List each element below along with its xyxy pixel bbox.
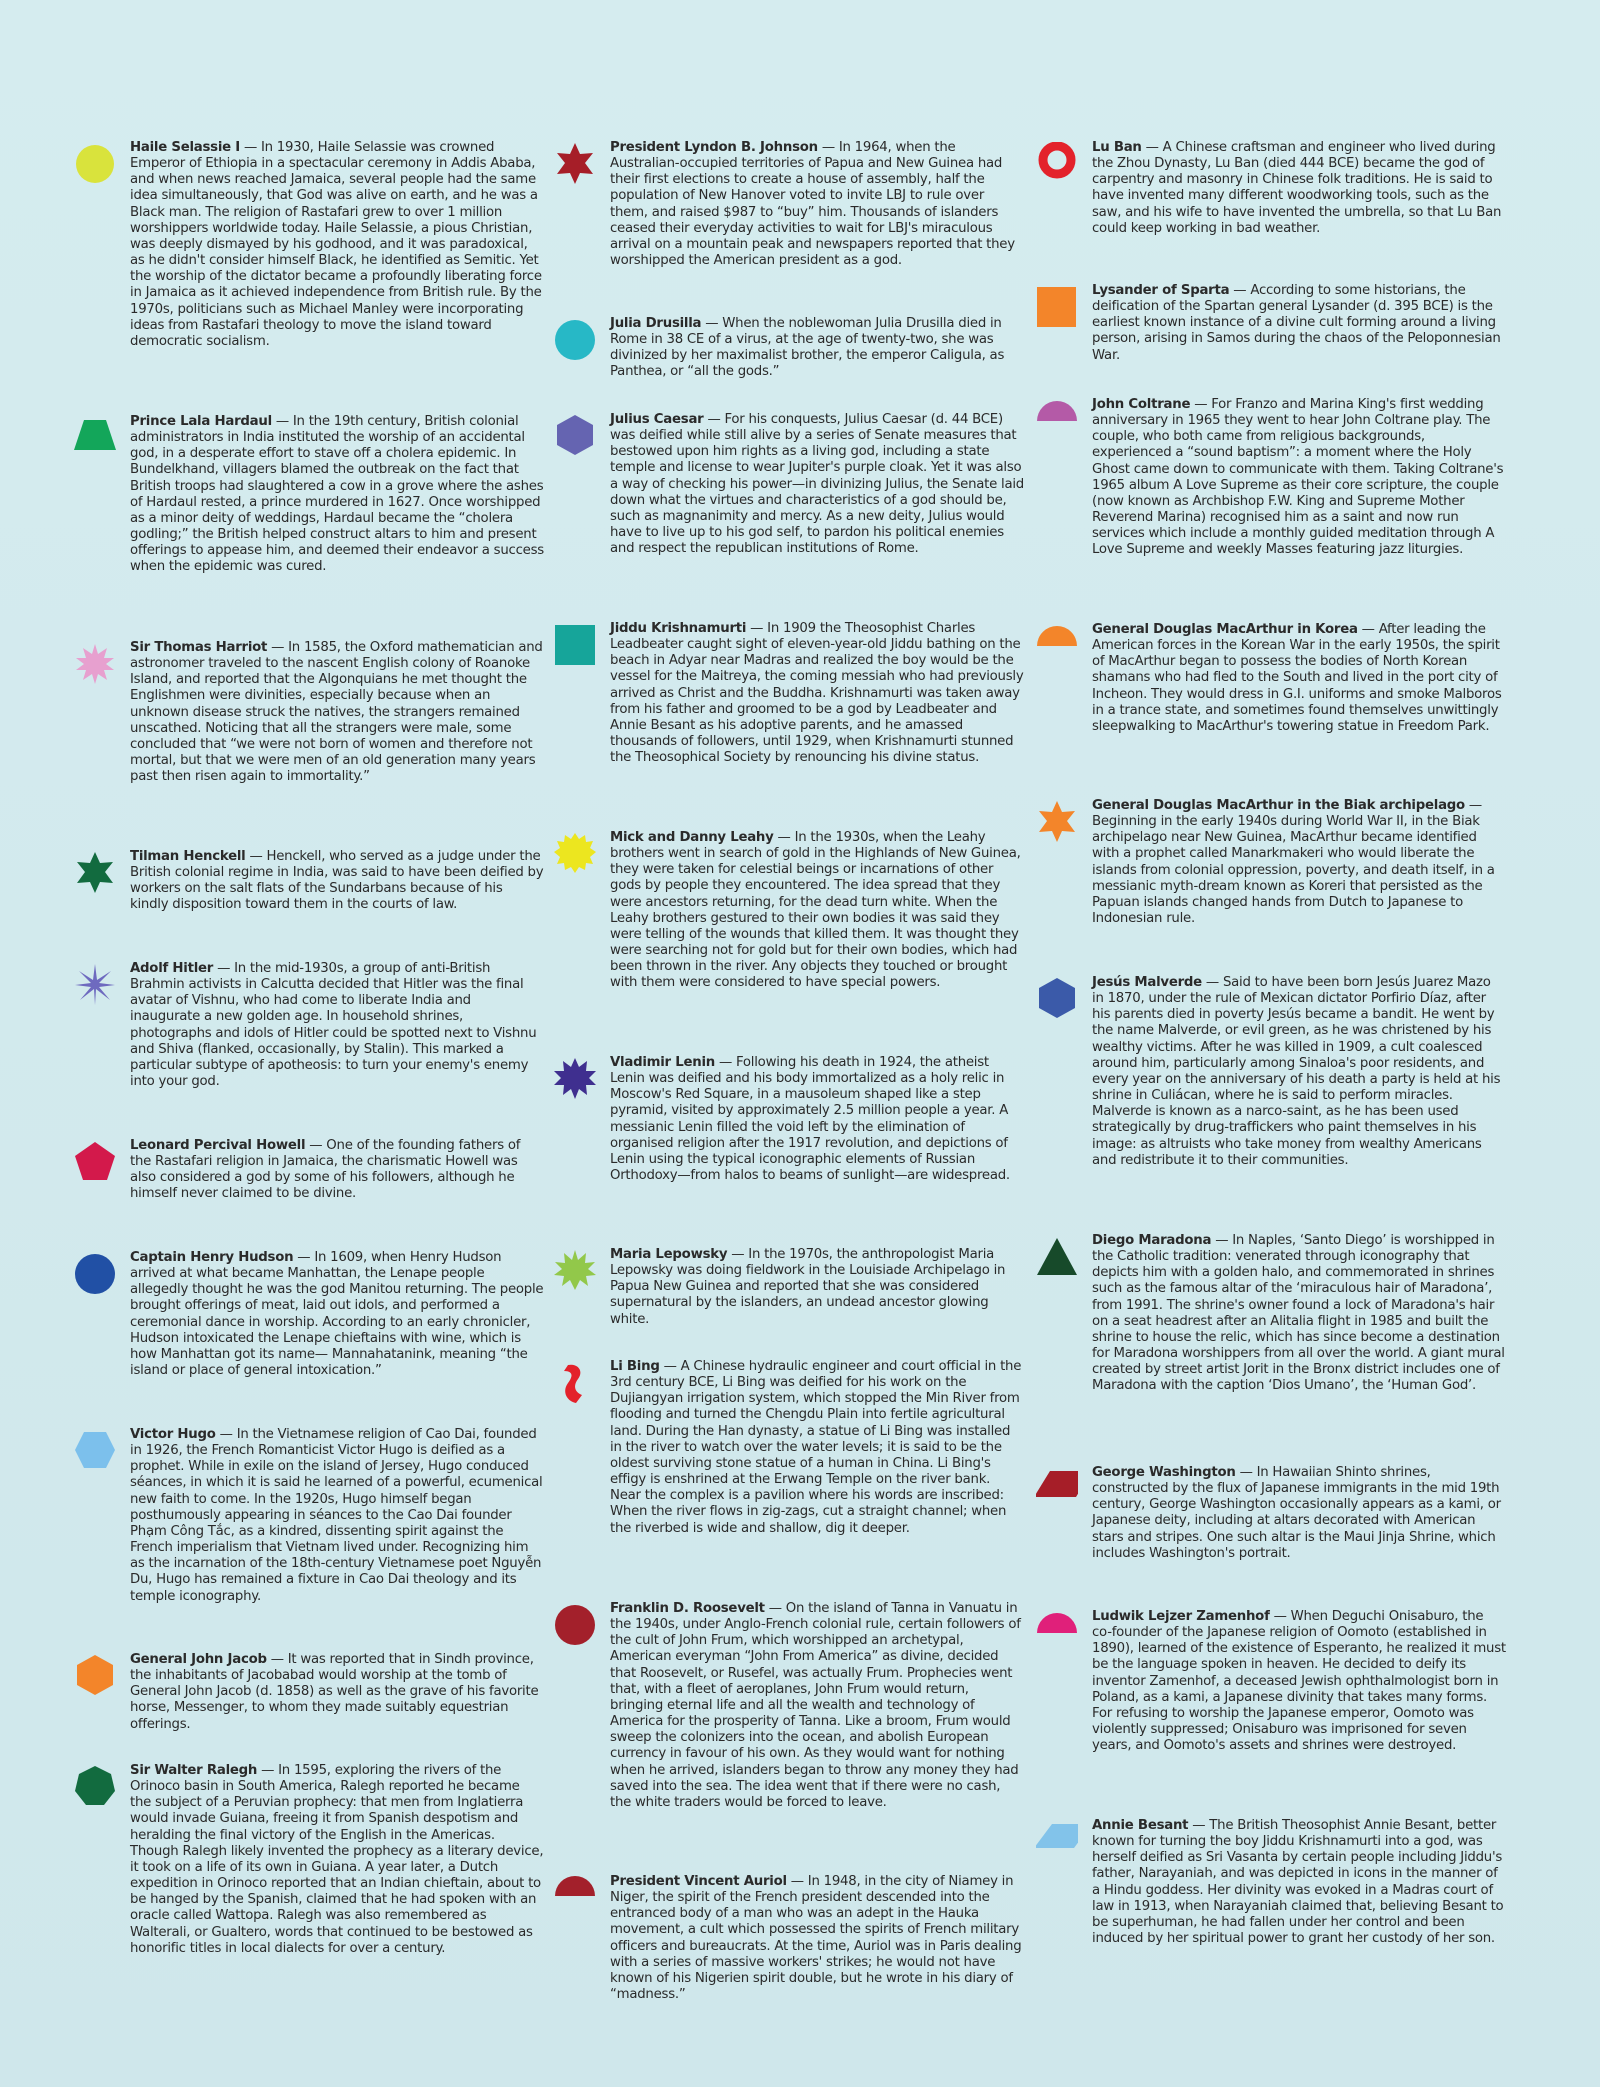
circle-icon — [554, 1603, 596, 1645]
ring-icon — [1036, 142, 1078, 184]
trapezoid-icon — [74, 416, 116, 458]
parallelogram-icon — [1036, 1467, 1078, 1509]
pentagon-icon — [74, 1429, 116, 1471]
entry-name: General Douglas MacArthur in the Biak archipelago — [1092, 798, 1465, 813]
entry-body: — When the noblewoman Julia Drusilla died in Rome in 38 CE of a virus, at the age of twenty-two, she was divinized by her maximalist brother, the emperor Caligula, as Panthea, or “all the gods.” — [610, 316, 1005, 380]
entry-body: — In the 19th century, British colonial administrators in India instituted the worship of an accidental god, in a desperate effort to stave off a cholera epidemic. In Bundelkhand, villagers blamed the outbreak on the fact that British troops had slaughtered a cow in a grove where the ashes of Hardaul rested, a prince murdered in 1627. Once worshipped as a minor deity of weddings, Hardaul became the “cholera godling;” the British helped construct altars to him and present offerings to appease him, and deemed their endeavor a success when the epidemic was cured. — [130, 414, 544, 575]
entry-body: — In Naples, ‘Santo Diego’ is worshipped in the Catholic tradition: venerated through iconography that depicts him with a golden halo, and commemorated in shrines such as the famous altar of the ‘miraculous hair of Maradona’, from 1991. The shrine's owner found a lock of Maradona's hair on a seat headrest after an Alitalia flight in 1985 and built the shrine to house the relic, which has since become a destination for Maradona worshippers from all over the world. A giant mural created by street artist Jorit in the Bronx district includes one of Maradona with the caption ‘Dios Umano’, the ‘Human God’. — [1092, 1233, 1505, 1394]
entry-body: — On the island of Tanna in Vanuatu in the 1940s, under Anglo-French colonial rule, certain followers of the cult of John Frum, which worshipped an archetypal, American everyman “John From America” as divine, decided that Roosevelt, or Rusefel, was actually Frum. Prophecies went that, with a fleet of aeroplanes, John Frum would return, bringing eternal life and all the wealth and technology of America for the prosperity of Tanna. Like a broom, Frum would sweep the colonizers into the ocean, and abolish European currency in favour of his own. As they would want for nothing when he arrived, islanders began to throw any money they had saved into the sea. The idea went that if there were no cash, the white traders would be forced to leave. — [610, 1601, 1021, 1810]
semicircle-icon — [1036, 1611, 1078, 1653]
s-curve-icon — [554, 1361, 596, 1403]
hexagon-icon — [74, 1654, 116, 1696]
circle-icon — [74, 1252, 116, 1294]
entry-body: — In 1609, when Henry Hudson arrived at what became Manhattan, the Lenape people allegedly thought he was the god Manitou returning. The people brought offerings of meat, laid out idols, and performed a ceremonial dance in worship. According to an early chronicler, Hudson intoxicated the Lenape chieftains with wine, which is how Manhattan got its name— Mannahatanink, meaning “the island or place of general intoxication.” — [130, 1250, 544, 1379]
entry-body: — When Deguchi Onisaburo, the co-founder of the Japanese religion of Oomoto (established in 1890), learned of the existence of Esperanto, he realized it must be the language spoken in heaven. He decided to deify its inventor Zamenhof, a deceased Jewish ophthalmologist born in Poland, as a kami, a Japanese divinity that takes many forms. For refusing to worship the Japanese emperor, Oomoto was violently suppressed; Onisaburo was imprisoned for seven years, and Oomoto's assets and shrines were destroyed. — [1092, 1609, 1506, 1754]
circle-icon — [554, 318, 596, 360]
entry-name: Maria Lepowsky — [610, 1247, 728, 1262]
entry-body: — In the 1930s, when the Leahy brothers went in search of gold in the Highlands of New Guinea, they were taken for celestial beings or incarnations of other gods by people they encountered. The idea spread that they were ancestors returning, for the dead turn white. When the Leahy brothers gestured to their own bodies it was said they were telling of the wounds that killed them. It was thought they were searching not for gold but for their own bodies, which had been thrown in the river. Any objects they touched or brought with them were considered to have special powers. — [610, 830, 1021, 991]
entry-body: — Henckell, who served as a judge under the British colonial regime in India, was said to have been deified by workers on the salt flats of the Sundarbans because of his kindly disposition toward them in the courts of law. — [130, 849, 544, 913]
entry-name: Lysander of Sparta — [1092, 283, 1230, 298]
parallelogram-icon — [1036, 1820, 1078, 1862]
entry-name: Jesús Malverde — [1092, 975, 1202, 990]
entry-name: Ludwik Lejzer Zamenhof — [1092, 1609, 1270, 1624]
entry-body: — According to some historians, the deification of the Spartan general Lysander (d. 395 BCE) is the earliest known instance of a divine cult forming around a living person, arising in Samos during the chaos of the Peloponnesian War. — [1092, 283, 1501, 363]
entry-name: George Washington — [1092, 1465, 1236, 1480]
entry-body: — In 1909 the Theosophist Charles Leadbeater caught sight of eleven-year-old Jiddu bathing on the beach in Adyar near Madras and realized the boy would be the vessel for the Maitreya, the coming messiah who had previously arrived as Christ and the Buddha. Krishnamurti was taken away from his father and groomed to be a god by Leadbeater and Annie Besant as his adoptive parents, and he amassed thousands of followers, until 1929, when Krishnamurti stunned the Theosophical Society by renouncing his divine status. — [610, 621, 1024, 766]
entry-name: Li Bing — [610, 1359, 660, 1374]
entry-name: Lu Ban — [1092, 140, 1142, 155]
entry-name: Adolf Hitler — [130, 961, 214, 976]
entry-name: Jiddu Krishnamurti — [610, 621, 747, 636]
entry-name: Sir Walter Ralegh — [130, 1763, 258, 1778]
entry-body: — The British Theosophist Annie Besant, better known for turning the boy Jiddu Krishnamurti into a god, was herself deified as Sri Vasanta by certain people including Jiddu's father, Narayaniah, and was depicted in icons in the manner of a Hindu goddess. Her divinity was evoked in a Madras court of law in 1913, when Narayaniah claimed that, believing Besant to be superhuman, he had fallen under her control and been induced by her spiritual power to grant her custody of her son. — [1092, 1818, 1504, 1947]
star-of-david-icon — [554, 142, 596, 184]
entry-name: John Coltrane — [1092, 397, 1191, 412]
entry-body: — Following his death in 1924, the atheist Lenin was deified and his body immortalized as a holy relic in Moscow's Red Square, in a mausoleum shaped like a step pyramid, visited by approximately 2.5 million people a year. A messianic Lenin filled the void left by the elimination of organised religion after the 1917 revolution, and depictions of Lenin using the typical iconographic elements of Russian Orthodoxy—from halos to beams of sunlight—are widespread. — [610, 1055, 1010, 1184]
entry-name: Victor Hugo — [130, 1427, 216, 1442]
entry-name: Julius Caesar — [610, 412, 704, 427]
entry-name: Haile Selassie I — [130, 140, 240, 155]
entry-name: Annie Besant — [1092, 1818, 1189, 1833]
circle-icon — [74, 142, 116, 184]
entry-body: — In the 1970s, the anthropologist Maria Lepowsky was doing fieldwork in the Louisiade Archipelago in Papua New Guinea and reported that she was considered supernatural by the islanders, an undead ancestor glowing white. — [610, 1247, 1006, 1327]
entry-name: Vladimir Lenin — [610, 1055, 715, 1070]
entry-name: Leonard Percival Howell — [130, 1138, 306, 1153]
entry-body: — In the mid-1930s, a group of anti-British Brahmin activists in Calcutta decided that Hitler was the final avatar of Vishnu, who had come to liberate India and inaugurate a new golden age. In household shrines, photographs and idols of Hitler could be spotted next to Vishnu and Shiva (flanked, occasionally, by Stalin). This marked a particular subtype of apotheosis: to turn your enemy's enemy into your god. — [130, 961, 537, 1090]
entry-body: — In the Vietnamese religion of Cao Dai, founded in 1926, the French Romanticist Victor Hugo is deified as a prophet. While in exile on the island of Jersey, Hugo conduced séances, in which it is said he learned of a powerful, ecumenical new faith to come. In the 1920s, Hugo himself began posthumously appearing in séances to the Cao Dai founder Phạm Công Tắc, as a kindred, dissenting spirit against the French imperialism that Vietnam lived under. Recognizing him as the incarnation of the 18th-century Vietnamese poet Nguyễn Du, Hugo has remained a fixture in Cao Dai theology and its temple iconography. — [130, 1427, 543, 1604]
hexagon-icon — [554, 414, 596, 456]
entry-body: — A Chinese craftsman and engineer who lived during the Zhou Dynasty, Lu Ban (died 444 BCE) became the god of carpentry and masonry in Chinese folk traditions. He is said to have invented many different woodworking tools, such as the saw, and his wife to have invented the umbrella, so that Lu Ban could keep working in bad weather. — [1092, 140, 1502, 236]
semicircle-icon — [554, 1876, 596, 1918]
entry-body: — Beginning in the early 1940s during World War II, in the Biak archipelago near New Guinea, MacArthur became identified with a prophet called Manarkmakeri who would liberate the islands from colonial oppression, poverty, and death itself, in a messianic myth-dream known as Koreri that persisted as the Papuan islands changed hands from Dutch to Japanese to Indonesian rule. — [1092, 798, 1495, 927]
entry-body: — In 1930, Haile Selassie was crowned Emperor of Ethiopia in a spectacular ceremony in Addis Ababa, and when news reached Jamaica, several people had the same idea simultaneously, that God was alive on earth, and he was a Black man. The religion of Rastafari grew to over 1 million worshippers worldwide today. Haile Selassie, a pious Christian, was deeply dismayed by his godhood, and it was paradoxical, as he didn't consider himself Black, he identified as Semitic. Yet the worship of the dictator became a profoundly liberating force in Jamaica as it achieved independence from British rule. By the 1970s, politicians such as Michael Manley were incorporating ideas from Rastafari theology to move the island toward democratic socialism. — [130, 140, 542, 349]
entry-name: President Lyndon B. Johnson — [610, 140, 818, 155]
entry-name: General John Jacob — [130, 1652, 267, 1667]
entry-body: — In Hawaiian Shinto shrines, constructed by the flux of Japanese immigrants in the mid 19th century, George Washington occasionally appears as a kami, or Japanese deity, including at altars decorated with American stars and stripes. One such altar is the Maui Jinja Shrine, which includes Washington's portrait. — [1092, 1465, 1501, 1561]
entry-name: Diego Maradona — [1092, 1233, 1212, 1248]
pentagon-icon — [74, 1140, 116, 1182]
nine-point-star-icon — [554, 1057, 596, 1099]
entry-name: General Douglas MacArthur in Korea — [1092, 622, 1358, 637]
sun-seal-icon — [554, 832, 596, 874]
entry-name: Franklin D. Roosevelt — [610, 1601, 765, 1616]
hexagon-icon — [1036, 977, 1078, 1019]
flower-icon — [74, 642, 116, 684]
entry-name: Sir Thomas Harriot — [130, 640, 268, 655]
entry-name: Mick and Danny Leahy — [610, 830, 774, 845]
entry-body: — A Chinese hydraulic engineer and court official in the 3rd century BCE, Li Bing was deified for his work on the Dujiangyan irrigation system, which stopped the Min River from flooding and turned the Chengdu Plain into fertile agricultural land. During the Han dynasty, a statue of Li Bing was installed in the river to watch over the water levels; it is said to be the oldest surviving stone statue of a human in China. Li Bing's effigy is enshrined at the Erwang Temple on the river bank. Near the complex is a pavilion where his words are inscribed: When the river flows in zig-zags, cut a straight channel; when the riverbed is wide and shallow, dig it deeper. — [610, 1359, 1022, 1536]
square-icon — [1036, 285, 1078, 327]
entry-name: Julia Drusilla — [610, 316, 702, 331]
entry-body: — It was reported that in Sindh province, the inhabitants of Jacobabad would worship at the tomb of General John Jacob (d. 1858) as well as the grave of his favorite horse, Messenger, to whom they made suitably equestrian offerings. — [130, 1652, 539, 1732]
entry-name: Prince Lala Hardaul — [130, 414, 272, 429]
entry-name: President Vincent Auriol — [610, 1874, 787, 1889]
entry-body: — For Franzo and Marina King's first wedding anniversary in 1965 they went to hear John Coltrane play. The couple, who both came from religious backgrounds, experienced a “sound baptism”: a moment where the Holy Ghost came down to communicate with them. Taking Coltrane's 1965 album A Love Supreme as their core scripture, the couple (now known as Archbishop F.W. King and Supreme Mother Reverend Marina) recognised him as a saint and now run services which include a monthly guided meditation through A Love Supreme and weekly Masses featuring jazz liturgies. — [1092, 397, 1504, 558]
burst-star-icon — [554, 1249, 596, 1291]
entry-body: — One of the founding fathers of the Rastafari religion in Jamaica, the charismatic Howell was also considered a god by some of his followers, although he himself never claimed to be divine. — [130, 1138, 521, 1202]
entry-body: — In 1948, in the city of Niamey in Niger, the spirit of the French president descended into the entranced body of a man who was an adept in the Hauka movement, a cult which possessed the spirits of French military officers and bureaucrats. At the time, Auriol was in Paris dealing with a series of massive workers' strikes; he would not have known of his Nigerien spirit double, but he wrote in his diary of “madness.” — [610, 1874, 1022, 2003]
semicircle-icon — [1036, 399, 1078, 441]
heptagon-icon — [74, 1765, 116, 1807]
asterisk-star-icon — [74, 963, 116, 1005]
entry-name: Tilman Henckell — [130, 849, 246, 864]
entry-body: — After leading the American forces in the Korean War in the early 1950s, the spirit of MacArthur began to possess the bodies of North Korean shamans who had fled to the South and lived in the port city of Incheon. They would dress in G.I. uniforms and smoke Malboros in a trance state, and sometimes found themselves unwittingly sleepwalking to MacArthur's towering statue in Freedom Park. — [1092, 622, 1502, 734]
entry-body: — In 1964, when the Australian-occupied territories of Papua and New Guinea had their first elections to create a house of assembly, half the population of New Hanover voted to invite LBJ to rule over them, and raised $987 to “buy” him. Thousands of islanders ceased their everyday activities to wait for LBJ's miraculous arrival on a mountain peak and newspapers reported that they worshipped the American president as a god. — [610, 140, 1015, 269]
entry-name: Captain Henry Hudson — [130, 1250, 294, 1265]
six-point-star-icon — [1036, 800, 1078, 842]
entry-body: — Said to have been born Jesús Juarez Mazo in 1870, under the rule of Mexican dictator Porfirio Díaz, after his parents died in poverty Jesús became a bandit. He went by the name Malverde, or evil green, as he was christened by his wealthy victims. After he was killed in 1909, a cult coalesced around him, particularly among Sinaloa's poor residents, and every year on the anniversary of his death a party is held at his shrine in Culiácan, where he is said to perform miracles. Malverde is known as a narco-saint, as he has been used strategically by drug-traffickers who paint themselves in his image: as altruists who take money from wealthy Americans and redistribute it to their communities. — [1092, 975, 1501, 1168]
six-point-star-icon — [74, 851, 116, 893]
entry-body: — In 1595, exploring the rivers of the Orinoco basin in South America, Ralegh reported he became the subject of a Peruvian prophecy: that men from Inglatierra would invade Guiana, freeing it from Spanish despotism and heralding the final victory of the English in the Americas. Though Ralegh likely invented the prophecy as a literary device, it took on a life of its own in Guiana. A year later, a Dutch expedition in Orinoco reported that an Indian chieftain, about to be hanged by the Spanish, claimed that he had spoken with an oracle called Wattopa. Ralegh was also remembered as Walterali, or Gualtero, words that continued to be bestowed as honorific titles in local dialects for over a century. — [130, 1763, 544, 1956]
entry-body: — In 1585, the Oxford mathematician and astronomer traveled to the nascent English colony of Roanoke Island, and reported that the Algonquians he met thought the Englishmen were divinities, especially because when an unknown disease struck the natives, the strangers remained unscathed. Noticing that all the strangers were male, some concluded that “we were not born of women and therefore not mortal, but that we were men of an old generation many years past then risen again to immortality.” — [130, 640, 543, 785]
triangle-icon — [1036, 1235, 1078, 1277]
entry-body: — For his conquests, Julius Caesar (d. 44 BCE) was deified while still alive by a series of Senate measures that bestowed upon him rights as a living god, including a state temple and license to wear Jupiter's purple cloak. Yet it was also a way of checking his power—in divinizing Julius, the Senate laid down what the virtues and characteristics of a god should be, such as magnanimity and mercy. As a new deity, Julius would have to live up to his god self, to pardon his political enemies and respect the republican institutions of Rome. — [610, 412, 1025, 557]
semicircle-icon — [1036, 624, 1078, 666]
square-icon — [554, 623, 596, 665]
